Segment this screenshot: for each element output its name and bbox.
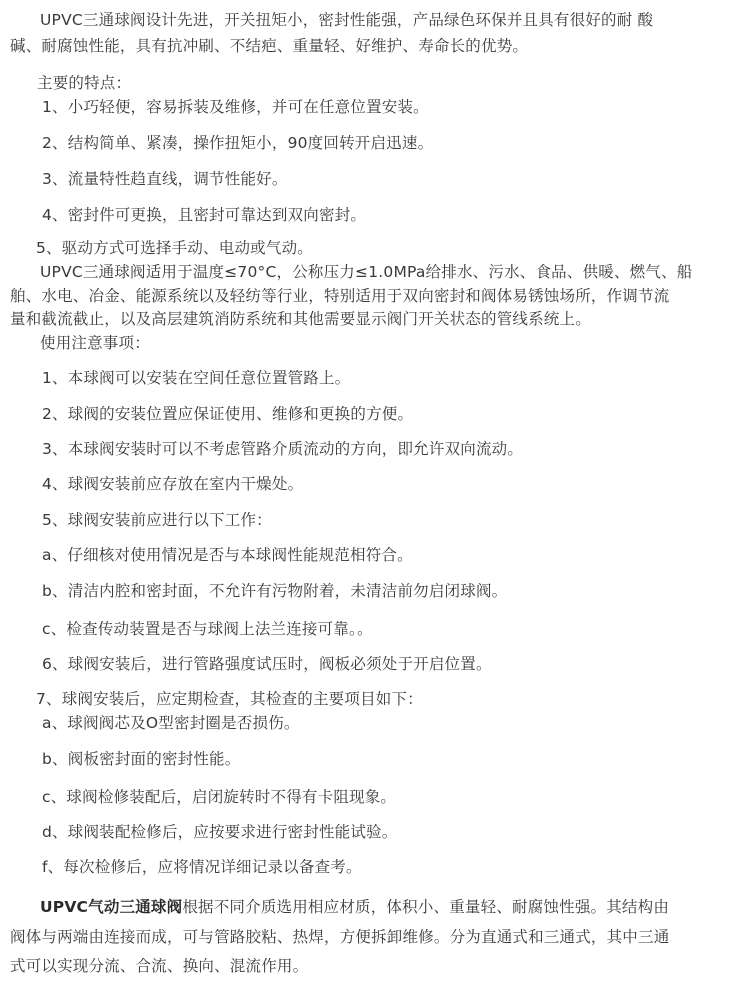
closing-bold-term: UPVC气动三通球阀 — [40, 898, 183, 916]
note-item-7b: b、阀板密封面的密封性能。 — [42, 750, 241, 768]
note-item-5a: a、仔细核对使用情况是否与本球阀性能规范相符合。 — [42, 546, 413, 564]
note-item-7f: f、每次检修后，应将情况详细记录以备查考。 — [42, 858, 362, 876]
note-item-5b: b、清洁内腔和密封面，不允许有污物附着，未清洁前勿启闭球阀。 — [42, 582, 508, 600]
note-item-5: 5、球阀安装前应进行以下工作： — [42, 511, 272, 529]
note-item-7: 7、球阀安装后，应定期检查，其检查的主要项目如下： — [36, 690, 423, 708]
feature-item-1: 1、小巧轻便，容易拆装及维修，并可在任意位置安装。 — [42, 98, 429, 116]
feature-item-4: 4、密封件可更换，且密封可靠达到双向密封。 — [42, 206, 367, 224]
note-item-5c: c、检查传动装置是否与球阀上法兰连接可靠。。 — [42, 620, 373, 638]
application-line-1: UPVC三通球阀适用于温度≤70°C，公称压力≤1.0MPa给排水、污水、食品、供暖、燃气、船 — [40, 263, 693, 281]
closing-line-3: 式可以实现分流、合流、换向、混流作用。 — [10, 957, 309, 975]
note-item-7d: d、球阀装配检修后，应按要求进行密封性能试验。 — [42, 823, 398, 841]
closing-line-2: 阀体与两端由连接而成，可与管路胶粘、热焊，方便拆卸维修。分为直通式和三通式，其中三通 — [10, 928, 670, 946]
intro-line-2: 碱、耐腐蚀性能，具有抗冲刷、不结疤、重量轻、好维护、寿命长的优势。 — [10, 37, 529, 55]
application-line-2: 舶、水电、冶金、能源系统以及轻纺等行业，特别适用于双向密封和阀体易锈蚀场所，作调节流 — [10, 287, 670, 305]
feature-item-3: 3、流量特性趋直线，调节性能好。 — [42, 170, 288, 188]
notes-heading: 使用注意事项： — [40, 334, 150, 352]
note-item-2: 2、球阀的安装位置应保证使用、维修和更换的方便。 — [42, 405, 414, 423]
note-item-4: 4、球阀安装前应存放在室内干燥处。 — [42, 475, 304, 493]
feature-item-5: 5、驱动方式可选择手动、电动或气动。 — [36, 239, 313, 257]
closing-line-1-rest: 根据不同介质选用相应材质，体积小、重量轻、耐腐蚀性强。其结构由 — [182, 898, 670, 916]
closing-line-1 — [40, 895, 669, 919]
intro-line-1: UPVC三通球阀设计先进，开关扭矩小，密封性能强，产品绿色环保并且具有很好的耐 酸 — [40, 11, 654, 29]
features-heading: 主要的特点： — [37, 74, 132, 92]
note-item-1: 1、本球阀可以安装在空间任意位置管路上。 — [42, 369, 351, 387]
note-item-6: 6、球阀安装后，进行管路强度试压时，阀板必须处于开启位置。 — [42, 655, 492, 673]
note-item-7c: c、球阀检修装配后，启闭旋转时不得有卡阻现象。 — [42, 788, 397, 806]
note-item-3: 3、本球阀安装时可以不考虑管路介质流动的方向，即允许双向流动。 — [42, 440, 524, 458]
note-item-7a: a、球阀阀芯及O型密封圈是否损伤。 — [42, 714, 300, 732]
application-line-3: 量和截流截止，以及高层建筑消防系统和其他需要显示阀门开关状态的管线系统上。 — [10, 310, 591, 328]
feature-item-2: 2、结构简单、紧凑，操作扭矩小，90度回转开启迅速。 — [42, 134, 434, 152]
